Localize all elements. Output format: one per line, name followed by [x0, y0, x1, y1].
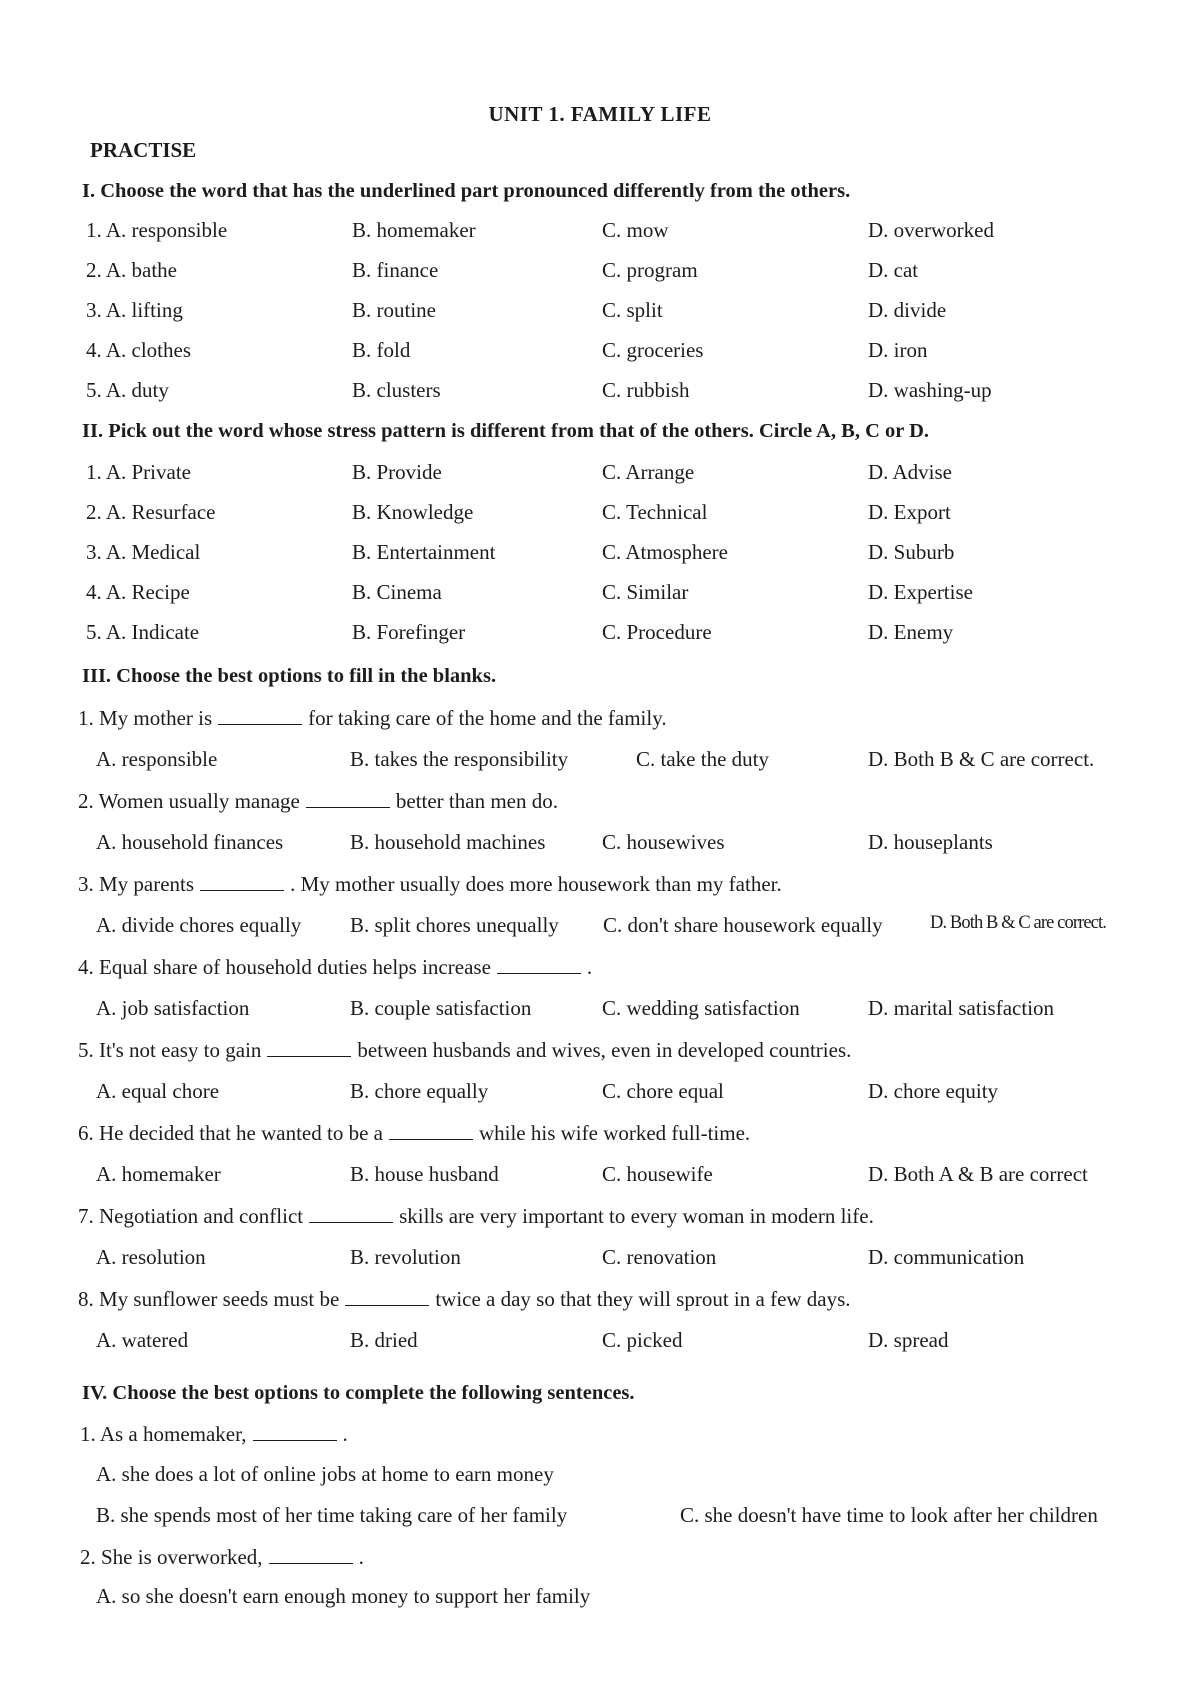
section-4-heading: IV. Choose the best options to complete the following sentences. — [82, 1382, 635, 1404]
question-text: 8. My sunflower seeds must be — [78, 1287, 340, 1311]
pronunciation-row — [0, 218, 1200, 248]
stress-option-a[interactable]: 5. A. Indicate — [86, 620, 200, 644]
fill-question — [78, 1287, 851, 1312]
fill-option-b[interactable]: B. split chores unequally — [350, 913, 559, 937]
fill-option-c[interactable]: C. renovation — [602, 1245, 717, 1269]
fill-option-b[interactable]: B. chore equally — [350, 1079, 489, 1103]
pronunciation-option-d[interactable]: D. washing-up — [868, 378, 992, 402]
stress-option-a[interactable]: 3. A. Medical — [86, 540, 201, 564]
answer-blank[interactable] — [253, 1423, 337, 1441]
fill-question — [78, 789, 558, 814]
fill-option-a[interactable]: A. resolution — [96, 1245, 206, 1269]
stress-option-c[interactable]: C. Technical — [602, 500, 708, 524]
stress-row — [0, 580, 1200, 610]
section-3-heading: III. Choose the best options to fill in the blanks. — [82, 665, 497, 687]
question-text: 2. Women usually manage — [78, 789, 300, 813]
question-text-end: . My mother usually does more housework than my father. — [290, 872, 782, 896]
question-text-end: . — [586, 955, 593, 979]
fill-option-c[interactable]: C. housewife — [602, 1162, 713, 1186]
question-text-end: . — [358, 1545, 364, 1569]
fill-option-a[interactable]: A. divide chores equally — [96, 913, 302, 937]
question-text: 4. Equal share of household duties helps increase — [78, 955, 491, 979]
stress-option-b[interactable]: B. Entertainment — [352, 540, 496, 564]
fill-option-d[interactable]: D. chore equity — [868, 1079, 999, 1103]
question-text: 7. Negotiation and conflict — [78, 1204, 304, 1228]
fill-option-a[interactable]: A. household finances — [96, 830, 284, 854]
fill-option-b[interactable]: B. takes the responsibility — [350, 747, 569, 771]
pronunciation-option-c[interactable]: C. rubbish — [602, 378, 690, 402]
question-text-end: while his wife worked full-time. — [478, 1121, 751, 1145]
pronunciation-option-a[interactable]: 2. A. bathe — [86, 258, 177, 282]
fill-option-b[interactable]: B. dried — [350, 1328, 418, 1352]
stress-option-c[interactable]: C. Arrange — [602, 460, 695, 484]
fill-option-d[interactable]: D. spread — [868, 1328, 949, 1352]
fill-option-d[interactable]: D. Both B & C are correct. — [868, 747, 1095, 771]
fill-option-d[interactable]: D. houseplants — [868, 830, 993, 854]
pronunciation-option-b[interactable]: B. finance — [352, 258, 439, 282]
question-text: 5. It's not easy to gain — [78, 1038, 262, 1062]
answer-blank[interactable] — [200, 873, 284, 891]
stress-row — [0, 460, 1200, 490]
pronunciation-row — [0, 378, 1200, 408]
pronunciation-option-c[interactable]: C. mow — [602, 218, 669, 242]
page-title: UNIT 1. FAMILY LIFE — [488, 102, 712, 126]
fill-options — [0, 1328, 1200, 1358]
question-text-end: for taking care of the home and the family. — [308, 706, 667, 730]
stress-option-a[interactable]: 4. A. Recipe — [86, 580, 190, 604]
fill-option-a[interactable]: A. homemaker — [96, 1162, 221, 1186]
stress-option-a[interactable]: 2. A. Resurface — [86, 500, 216, 524]
fill-question — [78, 1038, 851, 1063]
stress-option-c[interactable]: C. Atmosphere — [602, 540, 728, 564]
question-text: 2. She is overworked, — [80, 1545, 263, 1569]
complete-q2-option-a[interactable]: A. so she doesn't earn enough money to support her family — [96, 1584, 591, 1608]
stress-option-b[interactable]: B. Forefinger — [352, 620, 466, 644]
pronunciation-option-c[interactable]: C. split — [602, 298, 663, 322]
stress-option-c[interactable]: C. Procedure — [602, 620, 712, 644]
pronunciation-option-c[interactable]: C. groceries — [602, 338, 704, 362]
fill-option-d[interactable]: D. Both A & B are correct — [868, 1162, 1088, 1186]
question-text-end: skills are very important to every woman in modern life. — [399, 1204, 874, 1228]
fill-question — [78, 1204, 874, 1229]
stress-option-d[interactable]: D. Expertise — [868, 580, 973, 604]
stress-option-a[interactable]: 1. A. Private — [86, 460, 191, 484]
fill-options — [0, 913, 1200, 943]
pronunciation-option-c[interactable]: C. program — [602, 258, 698, 282]
fill-option-d[interactable]: D. communication — [868, 1245, 1025, 1269]
answer-blank[interactable] — [389, 1122, 473, 1140]
fill-option-d[interactable]: D. Both B & C are correct. — [930, 913, 1106, 933]
fill-options — [0, 1162, 1200, 1192]
stress-row — [0, 620, 1200, 650]
fill-options — [0, 830, 1200, 860]
question-text: 1. As a homemaker, — [80, 1422, 247, 1446]
fill-option-c[interactable]: C. don't share housework equally — [603, 913, 883, 937]
complete-q1-option-a[interactable]: A. she does a lot of online jobs at home to earn money — [96, 1462, 554, 1486]
pronunciation-option-b[interactable]: B. fold — [352, 338, 411, 362]
question-text: 1. My mother is — [78, 706, 213, 730]
stress-option-d[interactable]: D. Advise — [868, 460, 952, 484]
fill-option-b[interactable]: B. house husband — [350, 1162, 499, 1186]
pronunciation-option-d[interactable]: D. cat — [868, 258, 919, 282]
section-2-heading: II. Pick out the word whose stress pattern is different from that of the others. Circle A, B, C or D. — [82, 420, 930, 442]
stress-option-d[interactable]: D. Export — [868, 500, 951, 524]
section-1-heading: I. Choose the word that has the underlined part pronounced differently from the others. — [82, 180, 851, 202]
pronunciation-option-b[interactable]: B. homemaker — [352, 218, 476, 242]
stress-option-b[interactable]: B. Cinema — [352, 580, 442, 604]
answer-blank[interactable] — [345, 1288, 429, 1306]
fill-option-b[interactable]: B. revolution — [350, 1245, 461, 1269]
fill-question — [78, 872, 782, 897]
complete-question-2 — [80, 1545, 364, 1570]
answer-blank[interactable] — [218, 707, 302, 725]
stress-option-b[interactable]: B. Knowledge — [352, 500, 474, 524]
pronunciation-option-b[interactable]: B. routine — [352, 298, 436, 322]
question-text-end: twice a day so that they will sprout in a few days. — [435, 1287, 851, 1311]
pronunciation-option-d[interactable]: D. iron — [868, 338, 928, 362]
pronunciation-option-a[interactable]: 1. A. responsible — [86, 218, 228, 242]
stress-row — [0, 540, 1200, 570]
stress-row — [0, 500, 1200, 530]
pronunciation-option-b[interactable]: B. clusters — [352, 378, 441, 402]
fill-options — [0, 747, 1200, 777]
question-text-end: between husbands and wives, even in developed countries. — [357, 1038, 852, 1062]
fill-option-c[interactable]: C. housewives — [602, 830, 725, 854]
fill-option-a[interactable]: A. watered — [96, 1328, 189, 1352]
fill-option-d[interactable]: D. marital satisfaction — [868, 996, 1055, 1020]
pronunciation-option-a[interactable]: 4. A. clothes — [86, 338, 191, 362]
fill-option-c[interactable]: C. wedding satisfaction — [602, 996, 800, 1020]
question-text-end: . — [342, 1422, 348, 1446]
fill-option-a[interactable]: A. equal chore — [96, 1079, 220, 1103]
pronunciation-row — [0, 258, 1200, 288]
complete-question-1 — [80, 1422, 348, 1447]
fill-question — [78, 955, 592, 980]
fill-option-c[interactable]: C. picked — [602, 1328, 683, 1352]
answer-blank[interactable] — [267, 1039, 351, 1057]
question-text: 6. He decided that he wanted to be a — [78, 1121, 383, 1145]
question-text-end: better than men do. — [395, 789, 558, 813]
fill-option-b[interactable]: B. couple satisfaction — [350, 996, 532, 1020]
fill-options — [0, 996, 1200, 1026]
pronunciation-option-a[interactable]: 5. A. duty — [86, 378, 169, 402]
question-text: 3. My parents — [78, 872, 195, 896]
fill-option-a[interactable]: A. job satisfaction — [96, 996, 250, 1020]
pronunciation-option-d[interactable]: D. divide — [868, 298, 947, 322]
stress-option-b[interactable]: B. Provide — [352, 460, 442, 484]
fill-question — [78, 1121, 750, 1146]
stress-option-d[interactable]: D. Suburb — [868, 540, 955, 564]
fill-option-c[interactable]: C. chore equal — [602, 1079, 724, 1103]
practise-heading: PRACTISE — [90, 138, 197, 162]
answer-blank[interactable] — [309, 1205, 393, 1223]
complete-q1-option-b[interactable]: B. she spends most of her time taking care of her family — [96, 1503, 568, 1527]
fill-option-a[interactable]: A. responsible — [96, 747, 218, 771]
stress-option-c[interactable]: C. Similar — [602, 580, 689, 604]
pronunciation-option-a[interactable]: 3. A. lifting — [86, 298, 183, 322]
fill-option-b[interactable]: B. household machines — [350, 830, 546, 854]
pronunciation-row — [0, 338, 1200, 368]
answer-blank[interactable] — [269, 1546, 353, 1564]
pronunciation-row — [0, 298, 1200, 328]
fill-options — [0, 1079, 1200, 1109]
fill-question — [78, 706, 667, 731]
answer-blank[interactable] — [306, 790, 390, 808]
fill-option-c[interactable]: C. take the duty — [636, 747, 769, 771]
complete-q1-option-c[interactable]: C. she doesn't have time to look after her children — [680, 1503, 1098, 1527]
answer-blank[interactable] — [497, 956, 581, 974]
stress-option-d[interactable]: D. Enemy — [868, 620, 954, 644]
fill-options — [0, 1245, 1200, 1275]
pronunciation-option-d[interactable]: D. overworked — [868, 218, 994, 242]
